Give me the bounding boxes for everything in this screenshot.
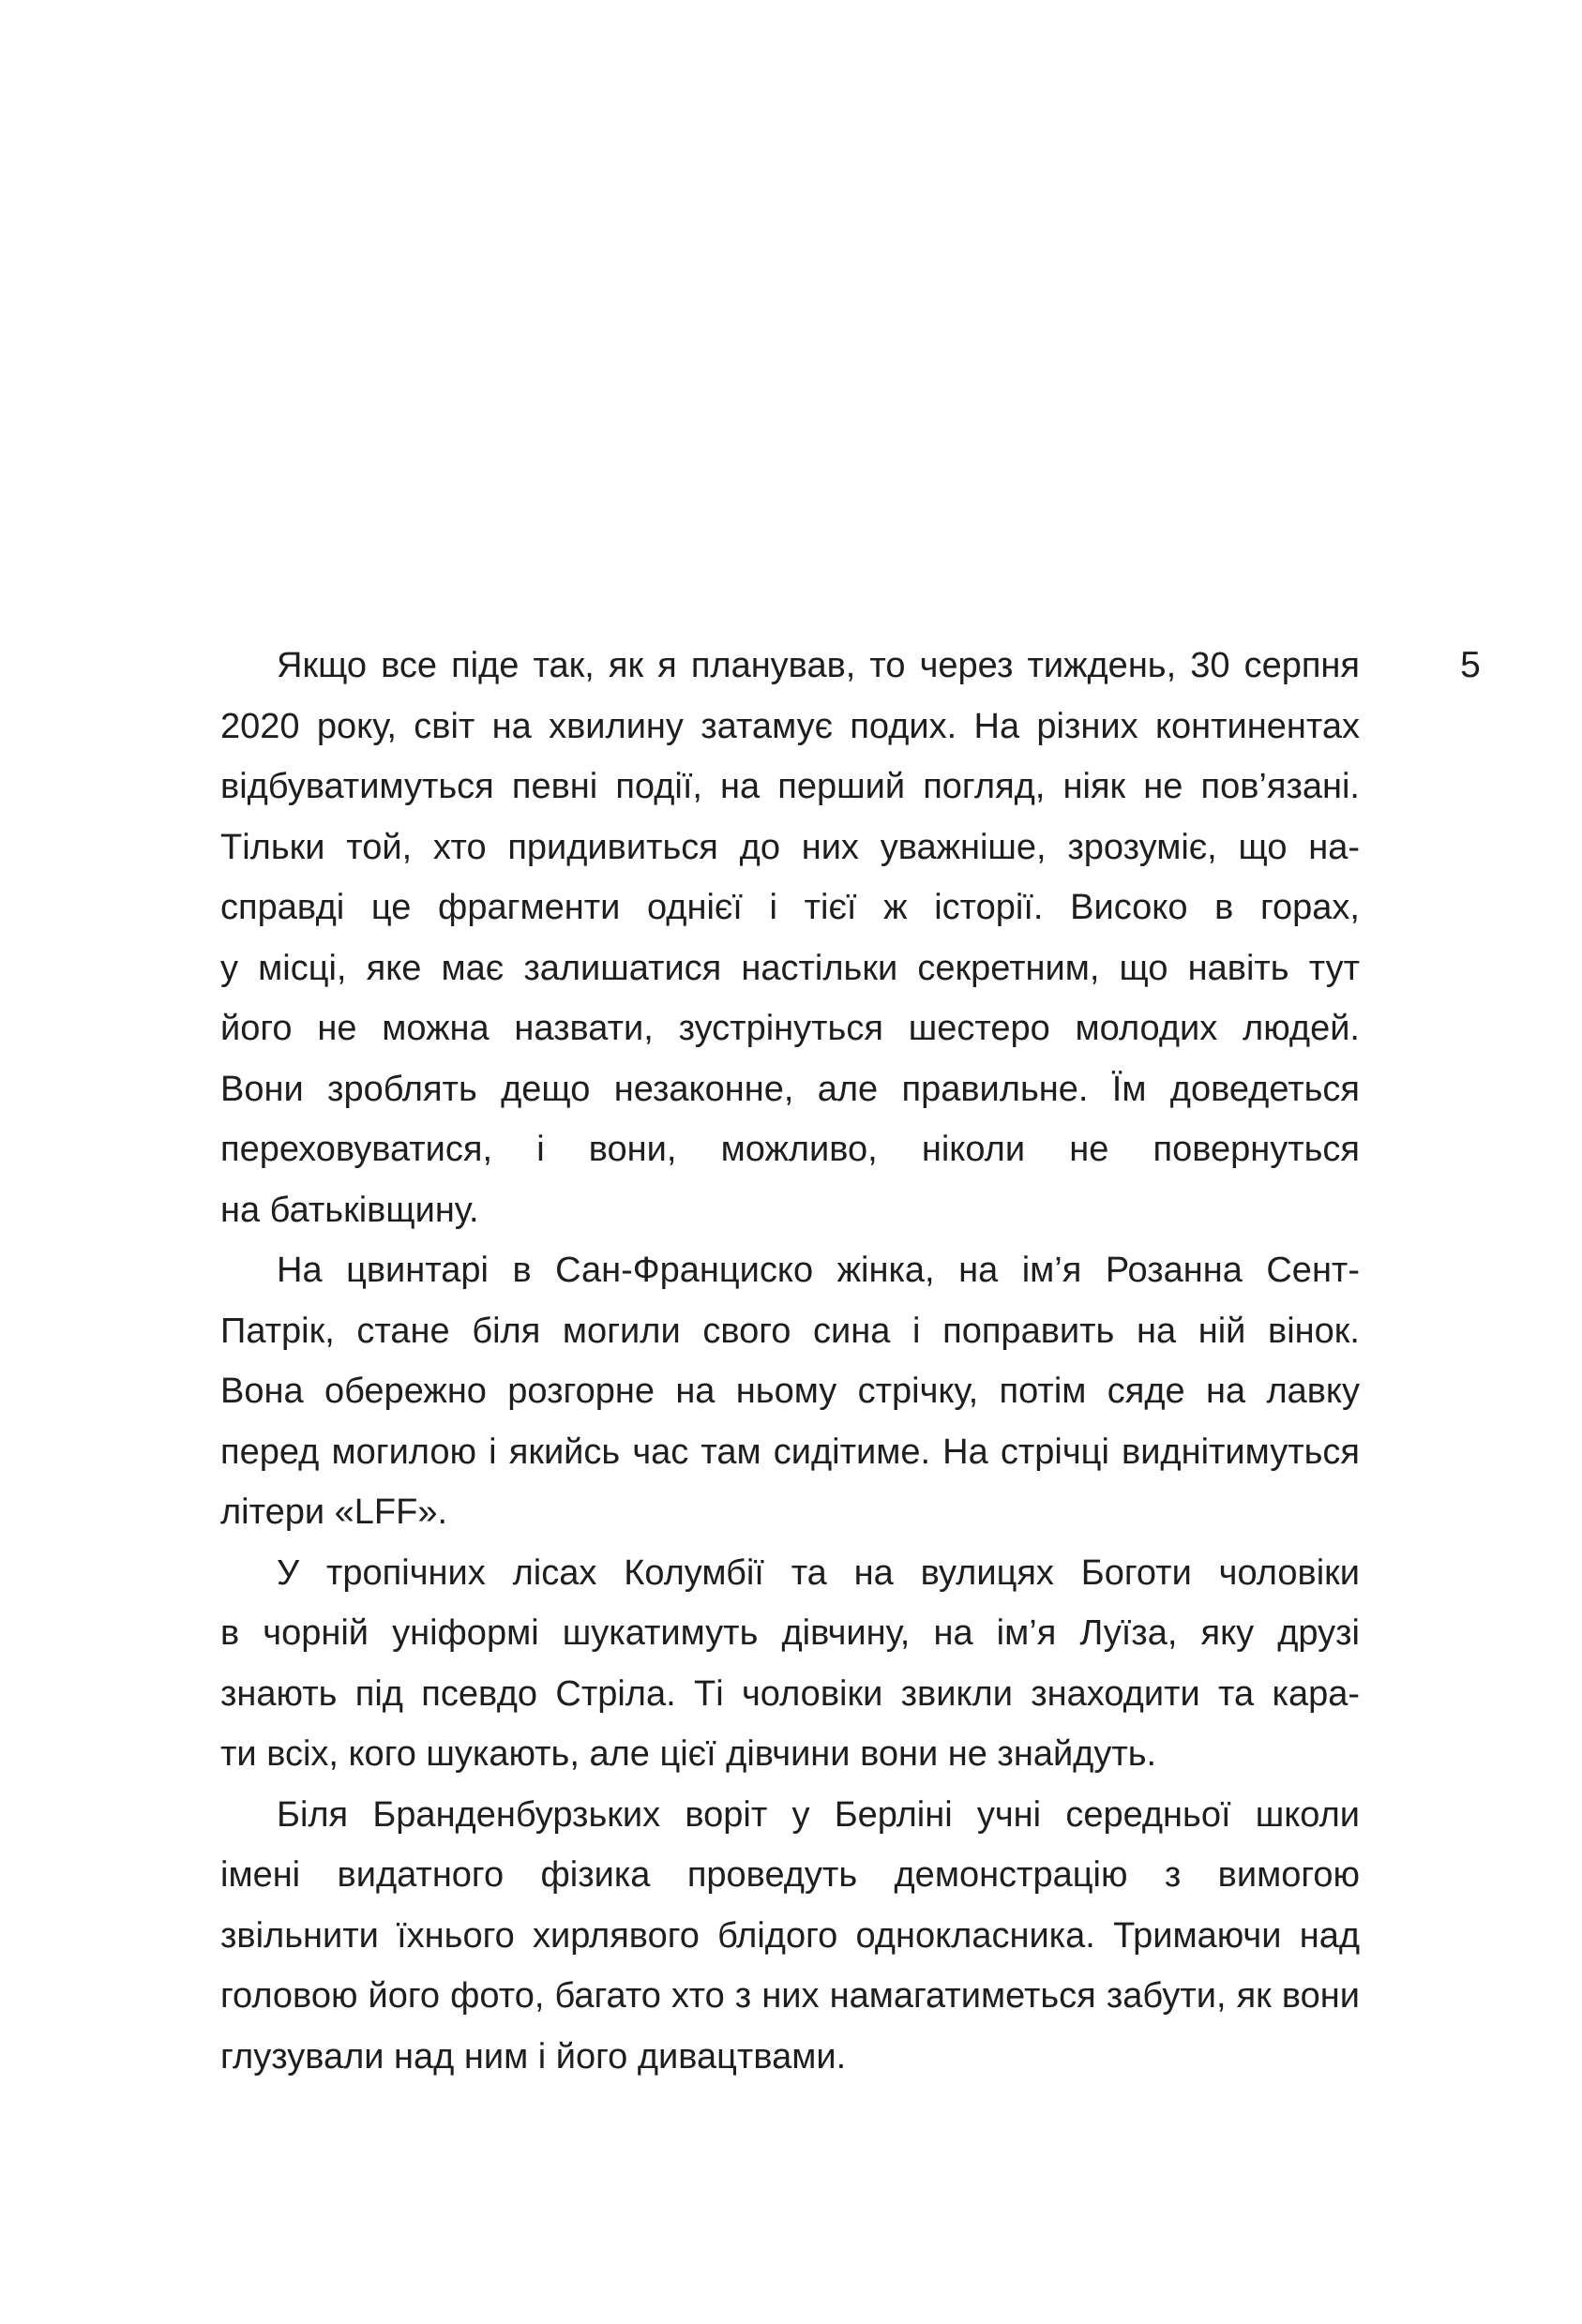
text-line: справді це фрагменти однієї і тієї ж історії. Високо в горах, bbox=[220, 888, 1360, 927]
text-line: у місці, яке має залишатися настільки секретним, що навіть тут bbox=[220, 948, 1360, 988]
text-line: імені видатного фізика проведуть демонстрацію з вимогою bbox=[220, 1855, 1360, 1895]
text-line: Тільки той, хто придивиться до них уважніше, зрозуміє, що на- bbox=[220, 827, 1360, 867]
text-line: перед могилою і якийсь час там сидітиме. На стрічці виднітимуться bbox=[220, 1432, 1360, 1472]
text-line: в чорній уніформі шукатимуть дівчину, на ім’я Луїза, яку друзі bbox=[220, 1613, 1360, 1653]
text-line: У тропічних лісах Колумбії та на вулицях Боготи чоловіки bbox=[277, 1552, 1360, 1593]
text-line: переховуватися, і вони, можливо, ніколи не повернуться bbox=[220, 1130, 1360, 1169]
text-line: на батьківщину. bbox=[220, 1190, 479, 1230]
text-line: відбуватимуться певні події, на перший погляд, ніяк не пов’язані. bbox=[220, 767, 1360, 806]
text-line: звільнити їхнього хирлявого блідого однокласника. Тримаючи над bbox=[220, 1915, 1360, 1956]
paragraph bbox=[220, 1785, 1360, 2088]
body-text bbox=[220, 636, 1360, 2087]
text-line: На цвинтарі в Сан-Франциско жінка, на ім’я Розанна Сент- bbox=[277, 1251, 1360, 1290]
paragraph bbox=[220, 636, 1360, 1240]
paragraph bbox=[220, 1543, 1360, 1785]
text-line: Біля Бранденбурзьких воріт у Берліні учні середньої школи bbox=[277, 1794, 1360, 1835]
text-line: знають під псевдо Стріла. Ті чоловіки звикли знаходити та кара- bbox=[220, 1673, 1360, 1714]
paragraph bbox=[220, 1240, 1360, 1543]
text-line: ти всіх, кого шукають, але цієї дівчини вони не знайдуть. bbox=[220, 1734, 1157, 1774]
text-line: літери «LFF». bbox=[220, 1492, 448, 1532]
text-line: Вона обережно розгорне на ньому стрічку, потім сяде на лавку bbox=[220, 1372, 1360, 1411]
text-line: його не можна назвати, зустрінуться шестеро молодих людей. bbox=[220, 1009, 1360, 1048]
text-line: головою його фото, багато хто з них намагатиметься забути, як вони bbox=[220, 1976, 1360, 2016]
text-line: Вони зроблять дещо незаконне, але правильне. Їм доведеться bbox=[220, 1069, 1360, 1109]
text-line: Якщо все піде так, як я планував, то через тиждень, 30 серпня bbox=[277, 646, 1360, 685]
text-line: Патрік, стане біля могили свого сина і поправить на ній вінок. bbox=[220, 1311, 1360, 1351]
page-number: 5 bbox=[1460, 645, 1481, 685]
text-line: 2020 року, світ на хвилину затамує подих. На різних континентах bbox=[220, 706, 1360, 746]
text-line: глузували над ним і його дивацтвами. bbox=[220, 2036, 847, 2077]
